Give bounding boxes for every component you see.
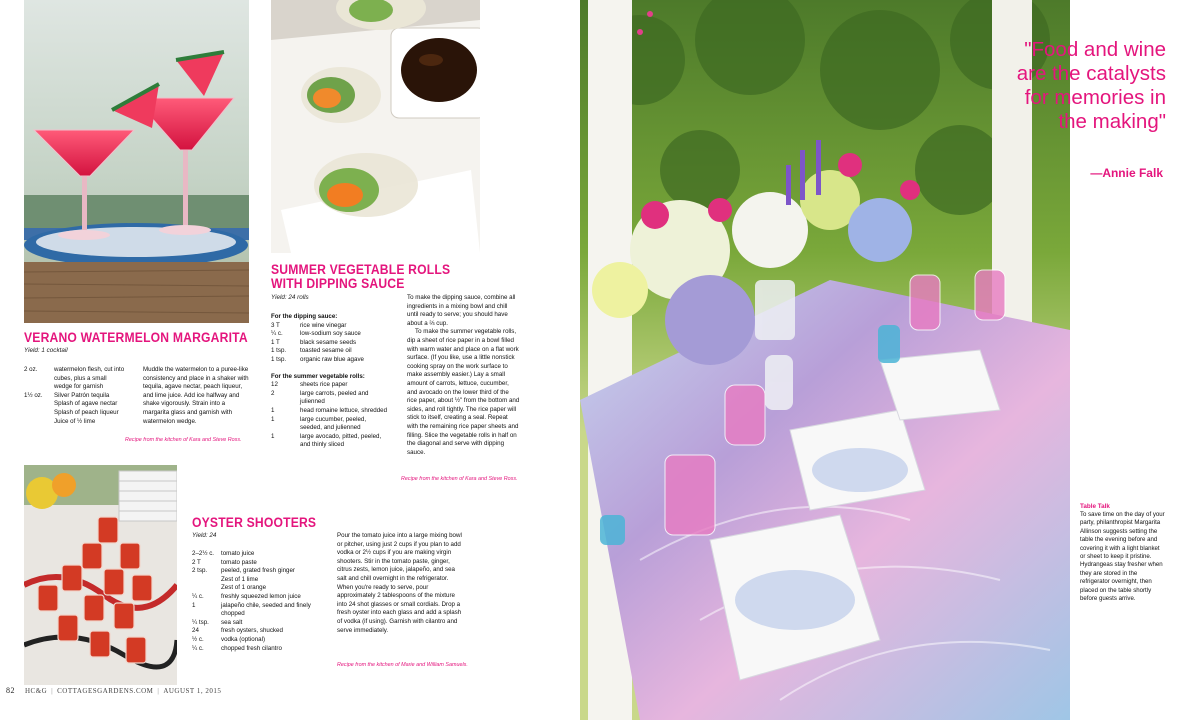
rolls-ingredients xyxy=(271,309,399,450)
ingredient-row: 1 T black sesame seeds xyxy=(271,338,357,346)
sidebar-text: To save time on the day of your party, philanthropist Margarita Allinson suggests setting the table the evening before and covering it with a light blanket or sheet to keep it pristine. Hydrangeas stay fresher when they are stored in the refrigerator overnight, then placed on the table shortly before guests arrive. xyxy=(1080,511,1165,603)
ingredient-row: 1 head romaine lettuce, shredded xyxy=(271,406,388,414)
pull-quote: "Food and wine are the catalysts for memories in the making" xyxy=(1016,38,1166,133)
issue-date: AUGUST 1, 2015 xyxy=(163,687,222,695)
rolls-heading: For the summer vegetable rolls: xyxy=(271,372,365,380)
ingredient-row: 24 fresh oysters, shucked xyxy=(192,627,283,635)
pull-quote-attribution: —Annie Falk xyxy=(1090,166,1163,180)
ingredient-row: 1 tsp. toasted sesame oil xyxy=(271,347,352,355)
oysters-yield: Yield: 24 xyxy=(192,532,217,539)
oyster-shooters-illustration xyxy=(24,465,177,685)
ingredient-row: ¼ c. chopped fresh cilantro xyxy=(192,644,282,652)
ingredient-row: Zest of 1 orange xyxy=(221,584,267,592)
ingredient-row: 1 large avocado, pitted, peeled, and thinly sliced xyxy=(271,432,382,449)
margarita-illustration xyxy=(24,0,249,323)
ingredient-row: ¼ tsp. sea salt xyxy=(192,618,243,626)
margarita-photo xyxy=(24,0,249,323)
ingredient-row: 2 large carrots, peeled and julienned xyxy=(271,389,369,406)
page-footer: 82 HC&G | COTTAGESGARDENS.COM | AUGUST 1, 2015 xyxy=(6,686,222,695)
oysters-ingredients xyxy=(192,550,324,653)
oysters-title: OYSTER SHOOTERS xyxy=(192,515,317,530)
ingredient-row: 2 tsp. peeled, grated fresh ginger xyxy=(192,567,295,575)
ingredient-row: 2 T tomato paste xyxy=(192,558,257,566)
rolls-yield: Yield: 24 rolls xyxy=(271,294,309,301)
margarita-ingredients xyxy=(24,366,138,426)
ingredient-row: 12 sheets rice paper xyxy=(271,381,348,389)
magazine-site: COTTAGESGARDENS.COM xyxy=(57,687,154,695)
ingredient-row: 1 large cucumber, peeled, seeded, and julienned xyxy=(271,415,367,432)
table-setting-photo xyxy=(580,0,1070,720)
oysters-method: Pour the tomato juice into a large mixing bowl or pitcher, using just 2 cups if you plan to add vodka or 2½ cups if you are making virgin shooters. Stir in the tomato paste, ginger, citrus zests, lemon juice, jalapeño, and sea salt and chill overnight in the refrigerator. When you're ready to serve, pour approximately 2 tablespoons of the mixture into 24 shot glasses or small cordials. Drop a fresh oyster into each glass and add a splash of vodka (if using). Garnish with cilantro and serve immediately. xyxy=(337,532,462,634)
vegetable-rolls-photo xyxy=(271,0,480,253)
ingredient-row: ½ c. vodka (optional) xyxy=(192,635,266,643)
rolls-credit: Recipe from the kitchen of Kara and Steve Ross. xyxy=(401,476,518,482)
margarita-yield: Yield: 1 cocktail xyxy=(24,347,68,354)
ingredient-row: 2 oz. watermelon flesh, cut into cubes, plus a small wedge for garnish xyxy=(24,366,125,391)
ingredient-row: ¼ c. low-sodium soy sauce xyxy=(271,330,361,338)
sidebar-title: Table Talk xyxy=(1080,503,1110,510)
ingredient-row: 3 T rice wine vinegar xyxy=(271,321,347,329)
magazine-name: HC&G xyxy=(25,687,48,695)
oysters-credit: Recipe from the kitchen of Marie and William Samuels. xyxy=(337,662,468,668)
vegetable-rolls-illustration xyxy=(271,0,480,253)
margarita-title: VERANO WATERMELON MARGARITA xyxy=(24,330,248,345)
rolls-title-line2: WITH DIPPING SAUCE xyxy=(271,276,405,291)
ingredient-row: 1 tsp. organic raw blue agave xyxy=(271,355,364,363)
table-setting-illustration xyxy=(580,0,1070,720)
page-number: 82 xyxy=(6,686,15,695)
rolls-title-line1: SUMMER VEGETABLE ROLLS xyxy=(271,262,451,277)
rolls-method: To make the dipping sauce, combine all ingredients in a mixing bowl and chill until ready to serve; you should have about a ⅔ cup. To make the summer vegetable rolls, dip a sheet of rice paper in a bowl filled with warm water and place on a flat work surface. (If you like, use a little nonstick cooking spray on the work surface to make assembly easier.) Lay a small amount of carrots, lettuce, cucumber, and avocado on the lower third of the rice paper, about ½" from the bottom and sides, and roll tightly. The rice paper will stick to itself, creating a seal. Repeat with the remaining rice paper sheets and filling. Slice the vegetable rolls in half on the diagonal and serve with dipping sauce. xyxy=(407,294,520,456)
ingredient-row: 1 jalapeño chile, seeded and finely chopped xyxy=(192,601,311,618)
ingredient-row: 2–2½ c. tomato juice xyxy=(192,550,255,557)
margarita-method: Muddle the watermelon to a puree-like consistency and place in a shaker with tequila, agave nectar, peach liqueur, and lime juice. Add ice halfway and shake vigorously. Strain into a margarita glass and garnish with watermelon wedge. xyxy=(143,366,249,425)
ingredient-row: ¼ c. freshly squeezed lemon juice xyxy=(192,592,301,600)
sauce-heading: For the dipping sauce: xyxy=(271,313,338,320)
ingredient-row: 1½ oz. Silver Patrón tequila Splash of agave nectar Splash of peach liqueur Juice of ½ lime xyxy=(24,391,119,425)
ingredient-row: Zest of 1 lime xyxy=(221,575,259,583)
oyster-shooters-photo xyxy=(24,465,177,685)
margarita-credit: Recipe from the kitchen of Kara and Steve Ross. xyxy=(125,437,242,443)
